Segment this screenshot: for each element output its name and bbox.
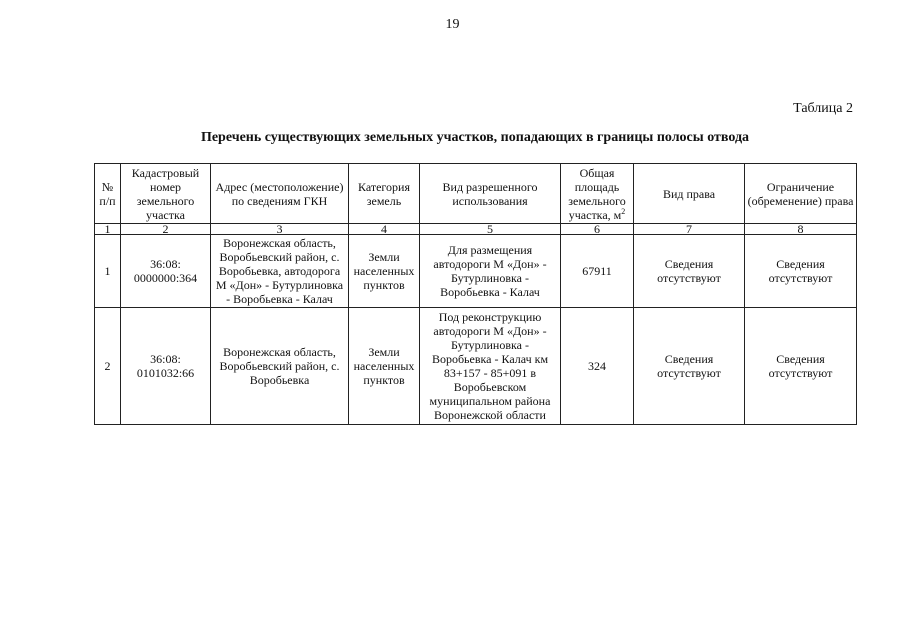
header-row [95,164,857,224]
column-number: 6 [561,224,634,235]
cell-restriction: Сведения отсутствуют [745,235,857,308]
cell-right: Сведения отсутствуют [634,235,745,308]
header-area-superscript: 2 [621,206,626,216]
table-label: Таблица 2 [793,101,853,116]
cell-cadastral: 36:08: 0101032:66 [121,308,211,425]
cell-area: 67911 [561,235,634,308]
cell-restriction: Сведения отсутствуют [745,308,857,425]
header-area [561,164,634,224]
document-title: Перечень существующих земельных участков, попадающих в границы полосы отвода [200,130,750,145]
cell-num: 2 [95,308,121,425]
header-cadastral: Кадастровый номер земельного участка [121,164,211,224]
column-number-row [95,224,857,235]
column-number: 8 [745,224,857,235]
header-num: № п/п [95,164,121,224]
cell-num: 1 [95,235,121,308]
header-area-label: Общая площадь земельного участка, м [568,165,626,222]
cell-use: Под реконструкцию автодороги М «Дон» - Бутурлиновка - Воробьевка - Калач км 83+157 - 85+091 в Воробьевском муниципальном района Воронежской области [420,308,561,425]
header-use: Вид разрешенного использования [420,164,561,224]
land-plots-table [94,163,857,425]
cell-address: Воронежская область, Воробьевский район, с. Воробьевка [211,308,349,425]
cell-right: Сведения отсутствуют [634,308,745,425]
cell-category: Земли населенных пунктов [349,308,420,425]
cell-use: Для размещения автодороги М «Дон» - Бутурлиновка - Воробьевка - Калач [420,235,561,308]
page-number: 19 [445,17,460,32]
column-number: 4 [349,224,420,235]
header-restriction: Ограничение (обременение) права [745,164,857,224]
header-right: Вид права [634,164,745,224]
column-number: 5 [420,224,561,235]
cell-address: Воронежская область, Воробьевский район, с. Воробьевка, автодорога М «Дон» - Бутурлиновка - Воробьевка - Калач [211,235,349,308]
column-number: 3 [211,224,349,235]
table-row [95,308,857,425]
cell-area: 324 [561,308,634,425]
cell-category: Земли населенных пунктов [349,235,420,308]
column-number: 2 [121,224,211,235]
header-category: Категория земель [349,164,420,224]
table-row [95,235,857,308]
cell-cadastral: 36:08: 0000000:364 [121,235,211,308]
column-number: 7 [634,224,745,235]
header-address: Адрес (местоположение) по сведениям ГКН [211,164,349,224]
column-number: 1 [95,224,121,235]
